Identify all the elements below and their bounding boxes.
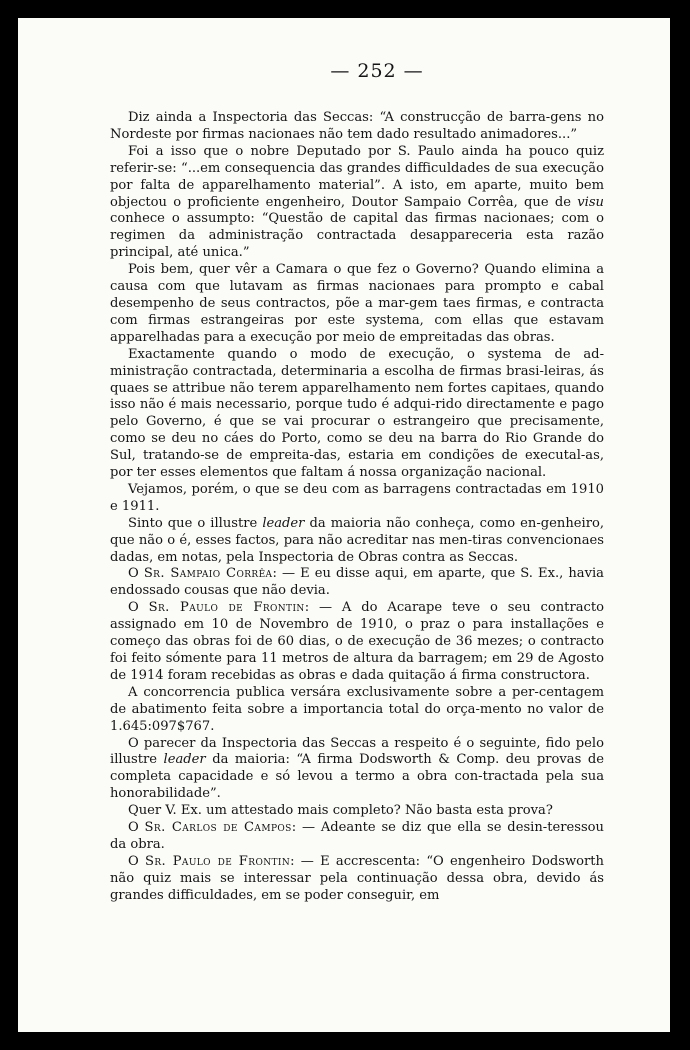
- paragraph: Diz ainda a Inspectoria das Seccas: “A construcção de barra-gens no Nordeste por firmas nacionaes não tem dado resultado animadores...”: [110, 110, 604, 142]
- paragraph: O parecer da Inspectoria das Seccas a respeito é o seguinte, fido pelo illustre leader da maioria: “A firma Dodsworth & Comp. deu provas de completa capacidade e só levou a termo a obra con-tractada pela sua honorabilidade”.: [110, 735, 604, 802]
- document-page: [18, 18, 670, 1032]
- paragraph: O Sr. Paulo de Frontin: — A do Acarape teve o seu contracto assignado em 10 de Novembro de 1910, o praz o para installações e começo das obras foi de 60 dias, o de execução de 36 mezes; o contracto foi feito sómente para 11 metros de altura da barragem; em 29 de Agosto de 1914 foram recebidas as obras e dada quitação á firma constructora.: [110, 600, 604, 683]
- paragraph: O Sr. Carlos de Campos: — Adeante se diz que ella se desin-teressou da obra.: [110, 820, 604, 852]
- paragraph: A concorrencia publica versára exclusivamente sobre a per-centagem de abatimento feita sobre a importancia total do orça-mento no valor de 1.645:097$767.: [110, 684, 604, 734]
- paragraph: Vejamos, porém, o que se deu com as barragens contractadas em 1910 e 1911.: [110, 481, 604, 514]
- paragraph: O Sr. Paulo de Frontin: — E accrescenta: “O engenheiro Dodsworth não quiz mais se interessar pela continuação dessa obra, devido ás grandes difficuldades, em se poder conseguir, em: [110, 853, 604, 903]
- page-number: — 252 —: [330, 60, 424, 82]
- paragraph: Quer V. Ex. um attestado mais completo? Não basta esta prova?: [128, 803, 553, 819]
- paragraph: Foi a isso que o nobre Deputado por S. Paulo ainda ha pouco quiz referir-se: “...em consequencia das grandes difficuldades de sua execução por falta de apparelhamento material”. A isto, em aparte, muito bem objectou o proficiente engenheiro, Doutor Sampaio Corrêa, que de visu conhece o assumpto: “Questão de capital das firmas nacionaes; com o regimen da administração contractada desappareceria esta razão principal, até unica.”: [110, 143, 604, 261]
- paragraph: Pois bem, quer vêr a Camara o que fez o Governo? Quando elimina a causa com que lutavam as firmas nacionaes para prompto e cabal desempenho de seus contractos, põe a mar-gem taes firmas, e contracta com firmas estrangeiras por este systema, com ellas que estavam apparelhadas para a execução por meio de empreitadas das obras.: [110, 262, 604, 345]
- body-text: [110, 110, 604, 905]
- paragraph: Sinto que o illustre leader da maioria não conheça, como en-genheiro, que não o é, esses factos, para não acreditar nas men-tiras convencionaes dadas, em notas, pela Inspectoria de Obras contra as Seccas.: [110, 515, 604, 565]
- paragraph: Exactamente quando o modo de execução, o systema de ad-ministração contractada, determinaria a escolha de firmas brasi-leiras, ás quaes se attribue não terem apparelhamento nem fortes capitaes, quando isso não é mais necessario, porque tudo é adqui-rido directamente e pago pelo Governo, é que se vai procurar o estrangeiro que precisamente, como se deu no cáes do Porto, como se deu na barra do Rio Grande do Sul, tratando-se de empreita-das, estaria em condições de executal-as, por ter esses elementos que faltam á nossa organização nacional.: [110, 346, 604, 481]
- paragraph: O Sr. Sampaio Corrêa: — E eu disse aqui, em aparte, que S. Ex., havia endossado cousas que não devia.: [110, 566, 604, 599]
